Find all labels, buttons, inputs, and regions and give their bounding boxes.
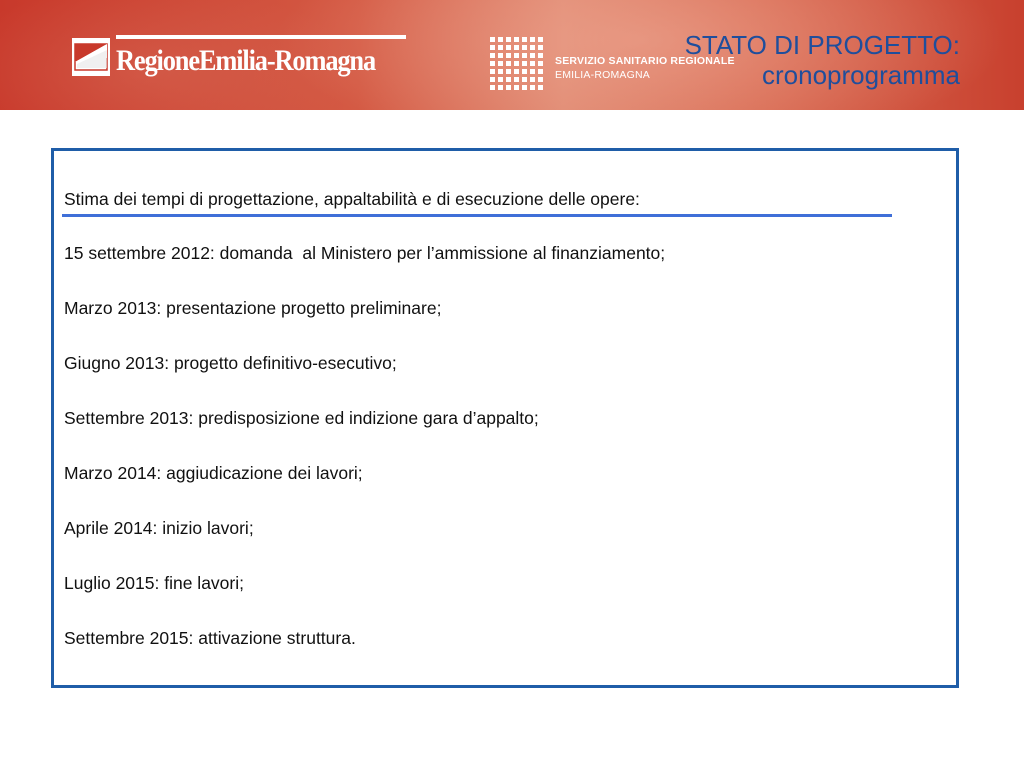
ssr-name-line1: SERVIZIO SANITARIO REGIONALE — [555, 55, 735, 67]
content-box — [51, 148, 959, 688]
list-item: Giugno 2013: progetto definitivo-esecutivo; — [64, 353, 397, 373]
logo-regione-text: RegioneEmilia-Romagna — [116, 44, 376, 77]
list-item: Marzo 2014: aggiudicazione dei lavori; — [64, 463, 363, 483]
logo-rule — [116, 35, 406, 39]
header-banner — [0, 0, 1024, 110]
list-item: Settembre 2015: attivazione struttura. — [64, 628, 356, 648]
slide-title — [685, 30, 960, 90]
list-item: 15 settembre 2012: domanda al Ministero per l’ammissione al finanziamento; — [64, 243, 666, 263]
intro-underline — [62, 214, 892, 217]
regione-emilia-romagna-logo — [72, 35, 406, 81]
list-item: Aprile 2014: inizio lavori; — [64, 518, 254, 538]
title-line1: STATO DI PROGETTO: — [684, 30, 960, 60]
list-item: Marzo 2013: presentazione progetto preliminare; — [64, 298, 442, 318]
list-item: Luglio 2015: fine lavori; — [64, 573, 244, 593]
ssr-dot-grid-icon — [488, 35, 546, 93]
title-line2: cronoprogramma — [762, 60, 960, 90]
ssr-name-line2: EMILIA-ROMAGNA — [555, 69, 650, 81]
intro-text: Stima dei tempi di progettazione, appaltabilità e di esecuzione delle opere: — [64, 189, 640, 209]
regione-flag-icon — [72, 38, 110, 76]
list-item: Settembre 2013: predisposizione ed indizione gara d’appalto; — [64, 408, 539, 428]
